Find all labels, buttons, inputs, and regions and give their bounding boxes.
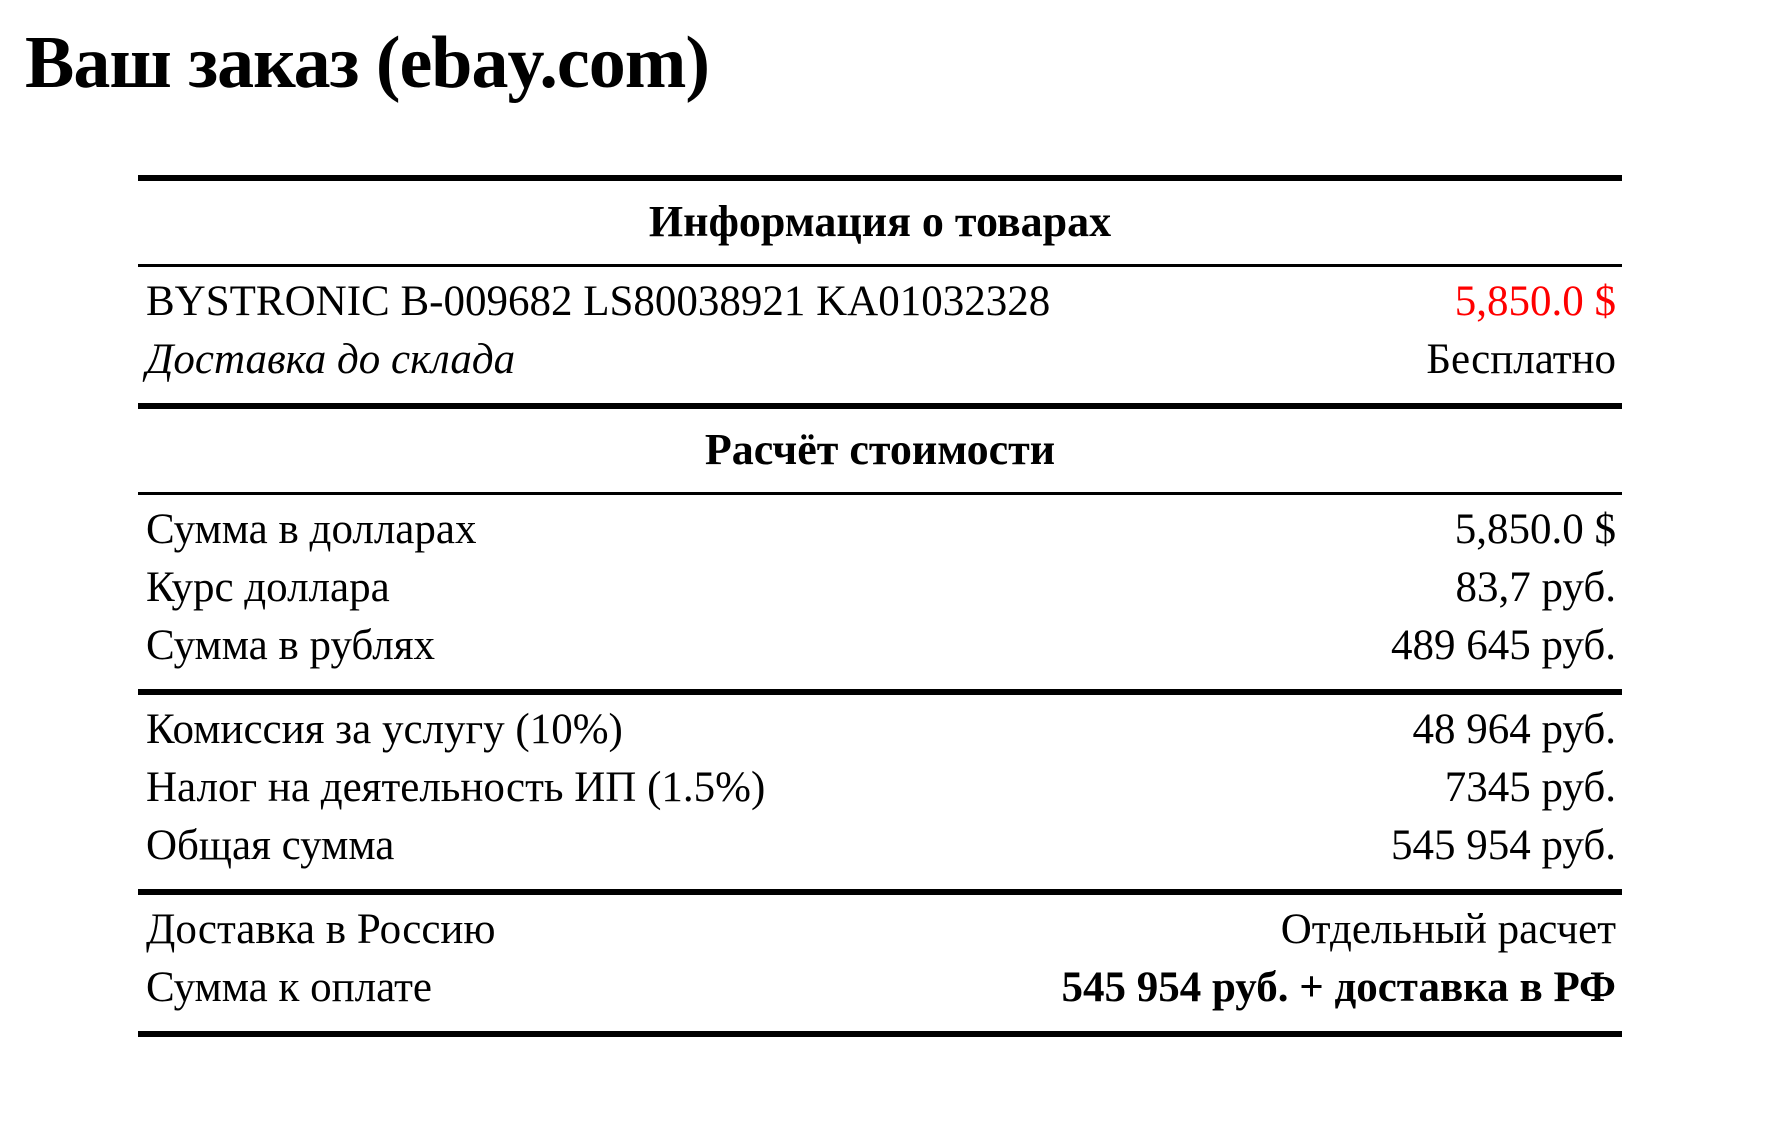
row-commission <box>146 701 1616 759</box>
row-rub-amount <box>146 617 1616 675</box>
rub-amount-label: Сумма в рублях <box>146 621 435 669</box>
products-section-header: Информация о товарах <box>648 197 1112 247</box>
commission-label: Комиссия за услугу (10%) <box>146 705 623 753</box>
rub-amount-value: 489 645 руб. <box>1391 621 1616 669</box>
payment-section <box>138 895 1622 1031</box>
products-section <box>138 267 1622 403</box>
warehouse-shipping-label: Доставка до склада <box>146 336 516 384</box>
tax-value: 7345 руб. <box>1444 763 1616 811</box>
usd-rate-value: 83,7 руб. <box>1455 563 1616 611</box>
tax-label: Налог на деятельность ИП (1.5%) <box>146 763 766 811</box>
total-value: 545 954 руб. <box>1391 821 1616 869</box>
warehouse-shipping-value: Бесплатно <box>1426 336 1616 384</box>
row-usd-rate <box>146 559 1616 617</box>
row-product <box>146 273 1616 331</box>
cost-section <box>138 495 1622 689</box>
usd-rate-label: Курс доллара <box>146 563 390 611</box>
row-total <box>146 817 1616 875</box>
fees-section <box>138 695 1622 889</box>
usd-amount-label: Сумма в долларах <box>146 505 477 553</box>
cost-section-header: Расчёт стоимости <box>704 425 1056 475</box>
page-title: Ваш заказ (ebay.com) <box>25 22 710 104</box>
usd-amount-value: 5,850.0 $ <box>1454 505 1616 553</box>
payable-label: Сумма к оплате <box>146 963 432 1011</box>
russia-shipping-value: Отдельный расчет <box>1280 905 1616 953</box>
row-russia-shipping <box>146 901 1616 959</box>
row-tax <box>146 759 1616 817</box>
product-price: 5,850.0 $ <box>1454 278 1616 326</box>
row-usd-amount <box>146 501 1616 559</box>
russia-shipping-label: Доставка в Россию <box>146 905 496 953</box>
row-payable <box>146 959 1616 1017</box>
order-summary-table <box>138 175 1622 1037</box>
total-label: Общая сумма <box>146 821 395 869</box>
commission-value: 48 964 руб. <box>1412 705 1616 753</box>
divider-bottom <box>138 1031 1622 1037</box>
product-title: BYSTRONIC B-009682 LS80038921 KA01032328 <box>146 278 1051 326</box>
payable-value: 545 954 руб. + доставка в РФ <box>1061 963 1616 1011</box>
row-warehouse-shipping <box>146 331 1616 389</box>
